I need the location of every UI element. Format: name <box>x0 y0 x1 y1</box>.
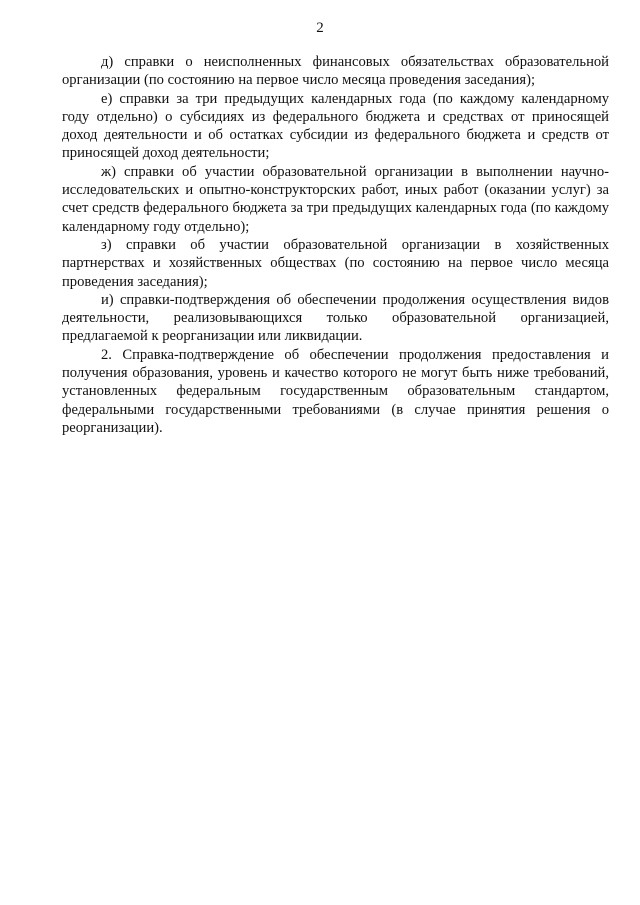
paragraph-z-business-partnerships: з) справки об участии образовательной организации в хозяйственных партнерствах и хозяйственных обществах (по состоянию на первое число месяца проведения заседания); <box>62 236 609 290</box>
paragraph-i-activity-confirmation: и) справки-подтверждения об обеспечении продолжения осуществления видов деятельности, реализовывающихся только образовательной организацией, предлагаемой к реорганизации или ликвидации. <box>62 291 609 345</box>
paragraph-zh-research-participation: ж) справки об участии образовательной организации в выполнении научно-исследовательских и опытно-конструкторских работ, иных работ (оказании услуг) за счет средств федерального бюджета за три предыдущих календарных года (по каждому календарному году отдельно); <box>62 163 609 235</box>
paragraph-d-financial-obligations: д) справки о неисполненных финансовых обязательствах образовательной организации (по состоянию на первое число месяца проведения заседания); <box>62 54 609 89</box>
document-body <box>62 53 609 437</box>
page-number: 2 <box>316 20 324 36</box>
paragraph-2-education-continuation: 2. Справка-подтверждение об обеспечении продолжения предоставления и получения образования, уровень и качество которого не могут быть ниже требований, установленных федеральным государственным образовательным стандартом, федеральными государственными требованиями (в случае принятия решения о реорганизации). <box>62 346 609 436</box>
paragraph-e-subsidies: е) справки за три предыдущих календарных года (по каждому календарному году отдельно) о субсидиях из федерального бюджета и средствах от приносящей доход деятельности и об остатках субсидии из федерального бюджета и средств от приносящей доход деятельности; <box>62 90 609 162</box>
